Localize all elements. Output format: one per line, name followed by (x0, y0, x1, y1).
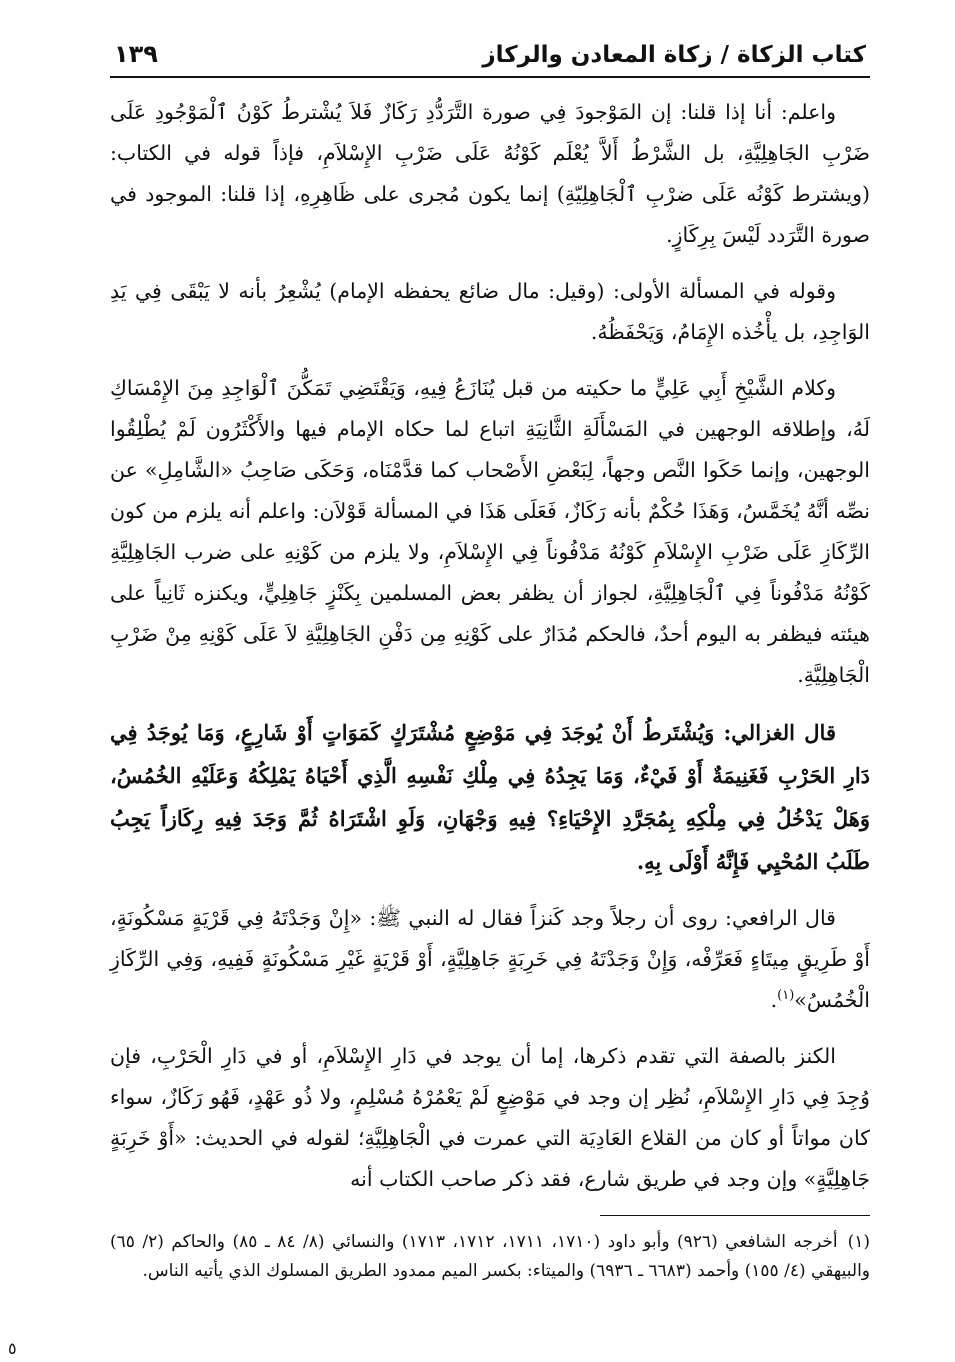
main-text (110, 92, 870, 1200)
footnote-text: أخرجه الشافعي (٩٢٦) وأبو داود (١٧١٠، ١٧١١، ١٧١٢، ١٧١٣) والنسائي (٨/ ٨٤ ـ ٨٥) والحاكم (٢/ ٦٥) والبيهقي (٤/ ١٥٥) وأحمد (٦٦٨٣ ـ ٦٩٣٦) والميتاء: بكسر الميم ممدود الطريق المسلوك الذي يأتيه الناس. (110, 1232, 870, 1281)
rafii-paragraph (110, 898, 870, 1021)
footnote-divider (600, 1215, 870, 1216)
rafii-end: . (770, 988, 778, 1012)
footnote-number: (١) (847, 1232, 871, 1252)
page-number: ١٣٩ (114, 40, 158, 68)
ghazali-matn: قال الغزالي: وَيُشْتَرطُ أَنْ يُوجَدَ فِي مَوْضِعٍ مُشْتَرَكٍ كَمَوَاتٍ أَوْ شَارِعٍ، وَمَا يُوجَدُ فِي دَارِ الحَرْبِ فَغَنِيمَةٌ أَوْ فَيْءٌ، وَمَا يَجِدُهُ فِي مِلْكِ نَفْسِهِ الَّذِي أَحْيَاهُ يَمْلِكُهُ وَعَلَيْهِ الخُمُسُ، وَهَلْ يَدْخُلُ فِي مِلْكِهِ بِمُجَرَّدِ الإِحْيَاءِ؟ فِيهِ وَجْهَانِ، وَلَوِ اشْتَرَاهُ ثُمَّ وَجَدَ فِيهِ رِكَازاً يَجِبُ طَلَبُ المُحْيِي فَإِنَّهُ أَوْلَى بِهِ. (110, 720, 870, 874)
page-header (110, 40, 870, 78)
rafii-text: قال الرافعي: روى أن رجلاً وجد كَنزاً فقال له النبي ﷺ: «إِنْ وَجَدْتَهُ فِي قَرْيَةٍ مَسْكُونَةٍ، أَوْ طَرِيقٍ مِيتَاءٍ فَعَرِّفْه، وَإِنْ وَجَدْتَهُ فِي خَرِبَةٍ جَاهِلِيَّةٍ، أَوْ قَرْيَةٍ غَيْرِ مَسْكُونَةٍ فَفِيهِ، وَفِي الرِّكَازِ الْخُمُسُ» (110, 906, 870, 1012)
footnotes (110, 1228, 870, 1286)
paragraph: وكلام الشَّيْخِ أَبِي عَلِيٍّ ما حكيته من قبل يُنَازَعُ فِيهِ، وَيَقْتَضِي تَمَكُّنَ ٱلْوَاجِدِ مِنَ الإِمْسَاكِ لَهُ، وإطلاقه الوجهين في المَسْأَلَةِ الثَّانِيَةِ اتباع لما حكاه الإمام فيها والأَكْثَرُون لَمْ يُطْلِقُوا الوجهين، وإنما حَكَوا النَّص وجهاً، لِبَعْضِ الأَصْحاب كما قدَّمْنَاه، وَحَكَى صَاحِبُ «الشَّامِلِ» عن نصِّه أنَّهُ يُخَمَّسُ، وَهَذَا حُكْمٌ بأنه رَكَازٌ، فَعَلَى هَذَا في المسألة قَوْلاَن: واعلم أنه يلزم من كون الرِّكَازِ عَلَى ضَرْبِ الإِسْلاَمِ كَوْنُهُ مَدْفُوناً فِي الإِسْلاَمِ، ولا يلزم من كَوْنِهِ على ضرب الجَاهِلِيَّةِ كَوْنُهُ مَدْفُوناً فِي ٱلْجَاهِلِيَّةِ، لجواز أن يظفر بعض المسلمين بِكَنْزٍ جَاهِلِيٍّ، ويكنزه ثَانِياً على هيئته فيظفر به اليوم أحدٌ، فالحكم مُدَارٌ على كَوْنِهِ مِن دَفْنِ الجَاهِلِيَّةِ لاَ عَلَى كَوْنِهِ مِنْ ضَرْبِ الْجَاهِلِيَّةِ. (110, 376, 870, 687)
running-title: كتاب الزكاة / زكاة المعادن والركاز (482, 42, 866, 68)
book-page (110, 40, 870, 1286)
paragraph: وقوله في المسألة الأولى: (وقيل: مال ضائع يحفظه الإمام) يُشْعِرُ بأنه لا يَبْقَى فِي يَدِ الوَاجِدِ، بل يأْخُذه الإِمَامُ، وَيَحْفَظُهُ. (110, 279, 870, 344)
corner-mark: ٥ (8, 1339, 17, 1358)
footnote-reference: (١) (777, 988, 795, 1004)
paragraph: واعلم: أنا إذا قلنا: إن المَوْجودَ فِي صورة التَّرَدُّدِ رَكَازٌ فَلاَ يُشْترطُ كَوْنُ ٱلْمَوْجُودِ عَلَى ضَرْبِ الجَاهِلِيَّةِ، بل الشَّرْطُ أَلاَّ يُعْلَم كَوْنُهُ عَلَى ضَرْبِ الإِسْلاَمِ، فإذاً قوله في الكتاب: (ويشترط كَوْنُه عَلَى ضرْبِ ٱلْجَاهِلِيّةِ) إنما يكون مُجرى على ظَاهِرِهِ، إذا قلنا: الموجود في صورة التَّرَدد لَيْسَ بِرِكَازٍ. (110, 100, 870, 247)
paragraph: الكنز بالصفة التي تقدم ذكرها، إما أن يوجد في دَارِ الإِسْلاَمِ، أو في دَارِ الْحَرْبِ، فإن وُجِدَ فِي دَارِ الإِسْلاَمِ، نُظِر إن وجد في مَوْضِعٍ لَمْ يَعْمُرْهُ مُسْلِمٍ، ولا ذُو عَهْدٍ، فَهُو رَكَازٌ، سواء كان مواتاً أو كان من القلاع العَادِيَة التي عمرت في الْجَاهِلِيَّةِ؛ لقوله في الحديث: «أَوْ خَرِبَةٍ جَاهِلِيَّةٍ» وإن وجد في طريق شارع، فقد ذكر صاحب الكتاب أنه (110, 1044, 870, 1191)
